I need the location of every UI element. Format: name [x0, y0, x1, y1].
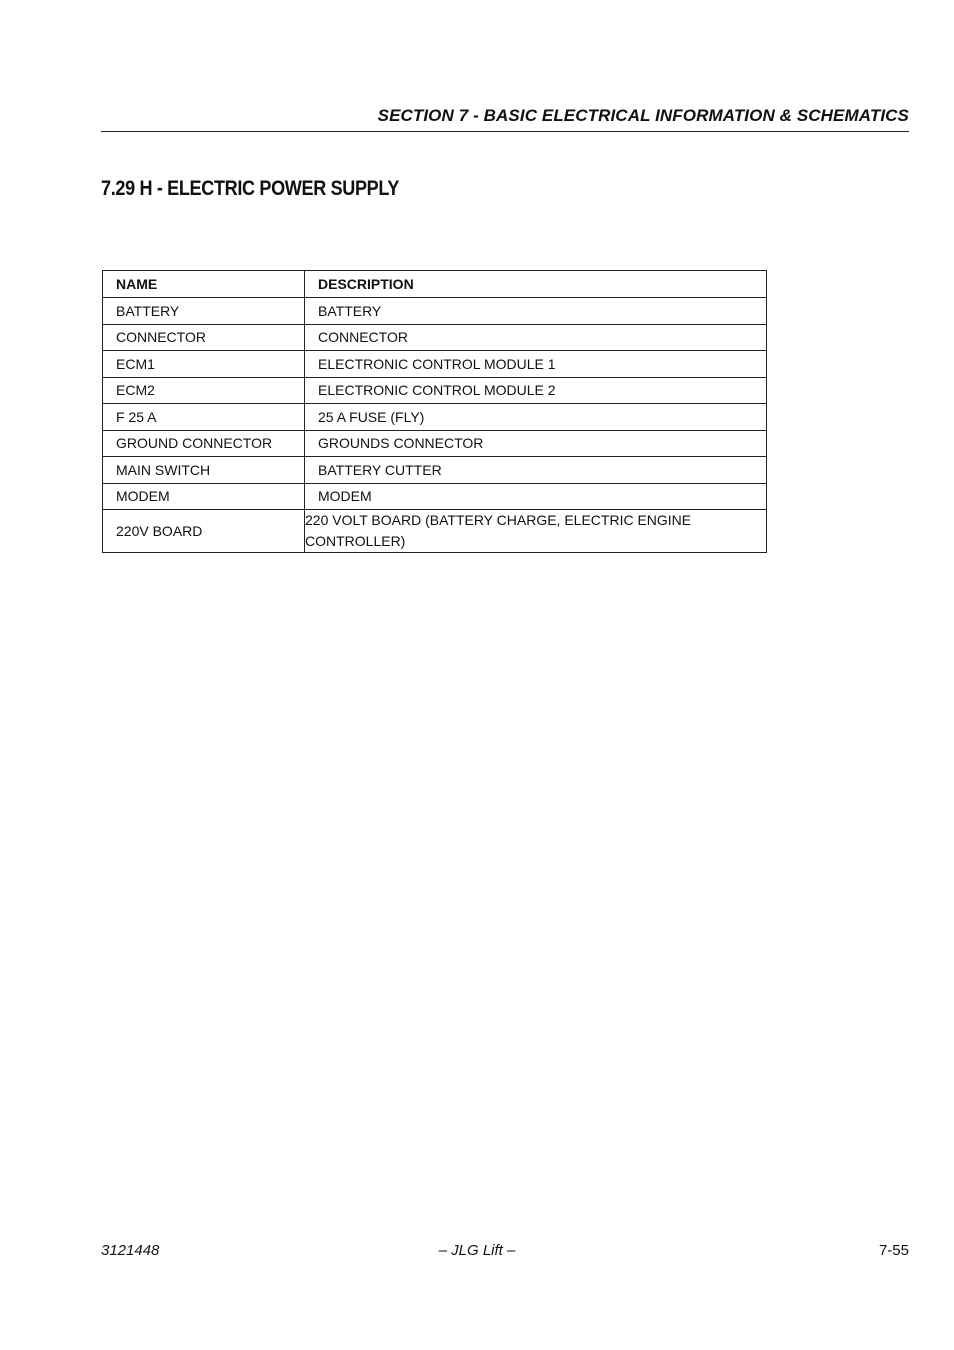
cell-description: ELECTRONIC CONTROL MODULE 2 [305, 377, 767, 404]
section-header-title: SECTION 7 - BASIC ELECTRICAL INFORMATION & SCHEMATICS [377, 106, 909, 125]
column-header-description: DESCRIPTION [305, 271, 767, 298]
cell-name: MAIN SWITCH [103, 457, 305, 484]
footer-doc-number: 3121448 [101, 1242, 160, 1259]
table-row [103, 430, 767, 457]
column-header-name: NAME [103, 271, 305, 298]
table-row [103, 404, 767, 431]
cell-name: BATTERY [103, 298, 305, 325]
table-row [103, 351, 767, 378]
header-divider [101, 131, 909, 132]
cell-description: CONNECTOR [305, 324, 767, 351]
table-row [103, 483, 767, 510]
cell-name: MODEM [103, 483, 305, 510]
section-heading: 7.29 H - ELECTRIC POWER SUPPLY [101, 177, 400, 200]
cell-name: ECM2 [103, 377, 305, 404]
cell-name: ECM1 [103, 351, 305, 378]
cell-name: 220V BOARD [103, 510, 305, 553]
cell-description: BATTERY CUTTER [305, 457, 767, 484]
cell-description: MODEM [305, 483, 767, 510]
cell-description: BATTERY [305, 298, 767, 325]
table-row [103, 457, 767, 484]
cell-description: ELECTRONIC CONTROL MODULE 1 [305, 351, 767, 378]
cell-name: F 25 A [103, 404, 305, 431]
cell-description: GROUNDS CONNECTOR [305, 430, 767, 457]
cell-name: CONNECTOR [103, 324, 305, 351]
table-header-row [103, 271, 767, 298]
table-row [103, 510, 767, 553]
table-row [103, 298, 767, 325]
cell-name: GROUND CONNECTOR [103, 430, 305, 457]
footer-publisher: – JLG Lift – [438, 1242, 516, 1259]
table-row [103, 377, 767, 404]
cell-description: 220 VOLT BOARD (BATTERY CHARGE, ELECTRIC ENGINE CONTROLLER) [305, 510, 767, 553]
component-table [102, 270, 767, 553]
footer-page-number: 7-55 [878, 1242, 909, 1259]
cell-description: 25 A FUSE (FLY) [305, 404, 767, 431]
table-row [103, 324, 767, 351]
